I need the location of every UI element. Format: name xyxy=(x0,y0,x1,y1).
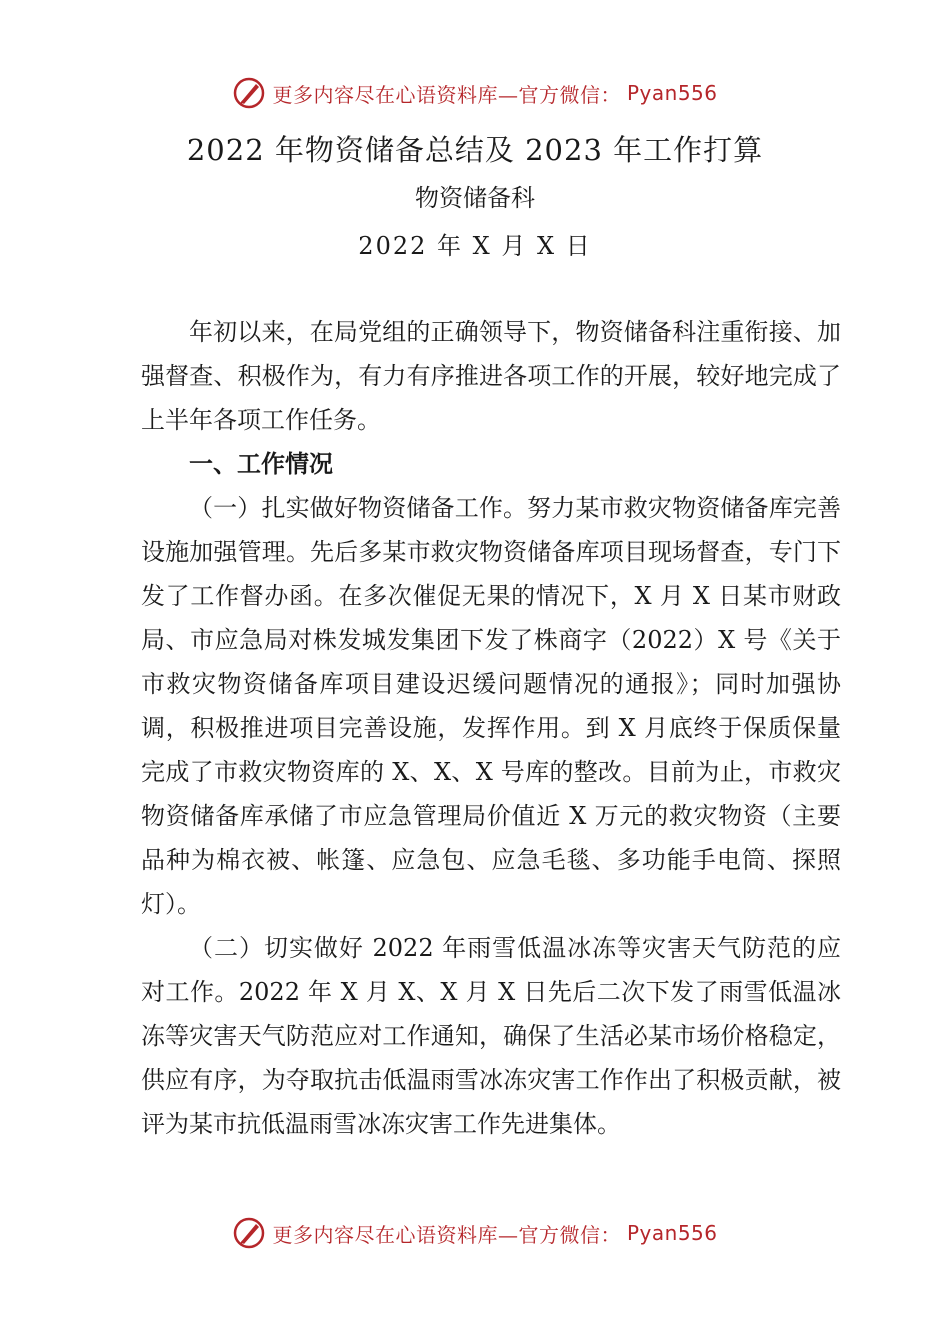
watermark-handle: Pyan556 xyxy=(626,1221,718,1245)
watermark-handle: Pyan556 xyxy=(626,81,718,105)
paragraph-material-reserve: （一）扎实做好物资储备工作。努力某市救灾物资储备库完善设施加强管理。先后多某市救灾物资储备库项目现场督查，专门下发了工作督办函。在多次催促无果的情况下，X 月 X 日某市财政局、市应急局对株发城发集团下发了株商字（2022）X 号《关于市救灾物资储备库项目建设迟缓问题情况的通报》；同时加强协调，积极推进项目完善设施，发挥作用。到 X 月底终于保质保量完成了市救灾物资库的 X、X、X 号库的整改。目前为止，市救灾物资储备库承储了市应急管理局价值近 X 万元的救灾物资（主要品种为棉衣被、帐篷、应急包、应急毛毯、多功能手电筒、探照灯）。 xyxy=(141,494,841,918)
document-date: 2022 年 X 月 X 日 xyxy=(358,232,592,260)
watermark-text: 更多内容尽在心语资料库—官方微信： xyxy=(272,82,621,107)
watermark-header xyxy=(0,76,950,110)
watermark-footer xyxy=(0,1216,950,1250)
document-title: 2022 年物资储备总结及 2023 年工作打算 xyxy=(186,133,764,167)
document-body xyxy=(141,310,841,1146)
quill-pen-circle-icon xyxy=(232,76,266,110)
watermark-text: 更多内容尽在心语资料库—官方微信： xyxy=(272,1222,621,1247)
department-name: 物资储备科 xyxy=(415,184,535,212)
paragraph-weather-response: （二）切实做好 2022 年雨雪低温冰冻等灾害天气防范的应对工作。2022 年 X 月 X、X 月 X 日先后二次下发了雨雪低温冰冻等灾害天气防范应对工作通知，确保了生活必某市场价格稳定，供应有序，为夺取抗击低温雨雪冰冻灾害工作作出了积极贡献，被评为某市抗低温雨雪冰冻灾害工作先进集体。 xyxy=(141,934,841,1138)
intro-paragraph: 年初以来，在局党组的正确领导下，物资储备科注重衔接、加强督查、积极作为，有力有序推进各项工作的开展，较好地完成了上半年各项工作任务。 xyxy=(141,318,841,434)
section-heading-work-status: 一、工作情况 xyxy=(189,450,333,478)
quill-pen-circle-icon xyxy=(232,1216,266,1250)
